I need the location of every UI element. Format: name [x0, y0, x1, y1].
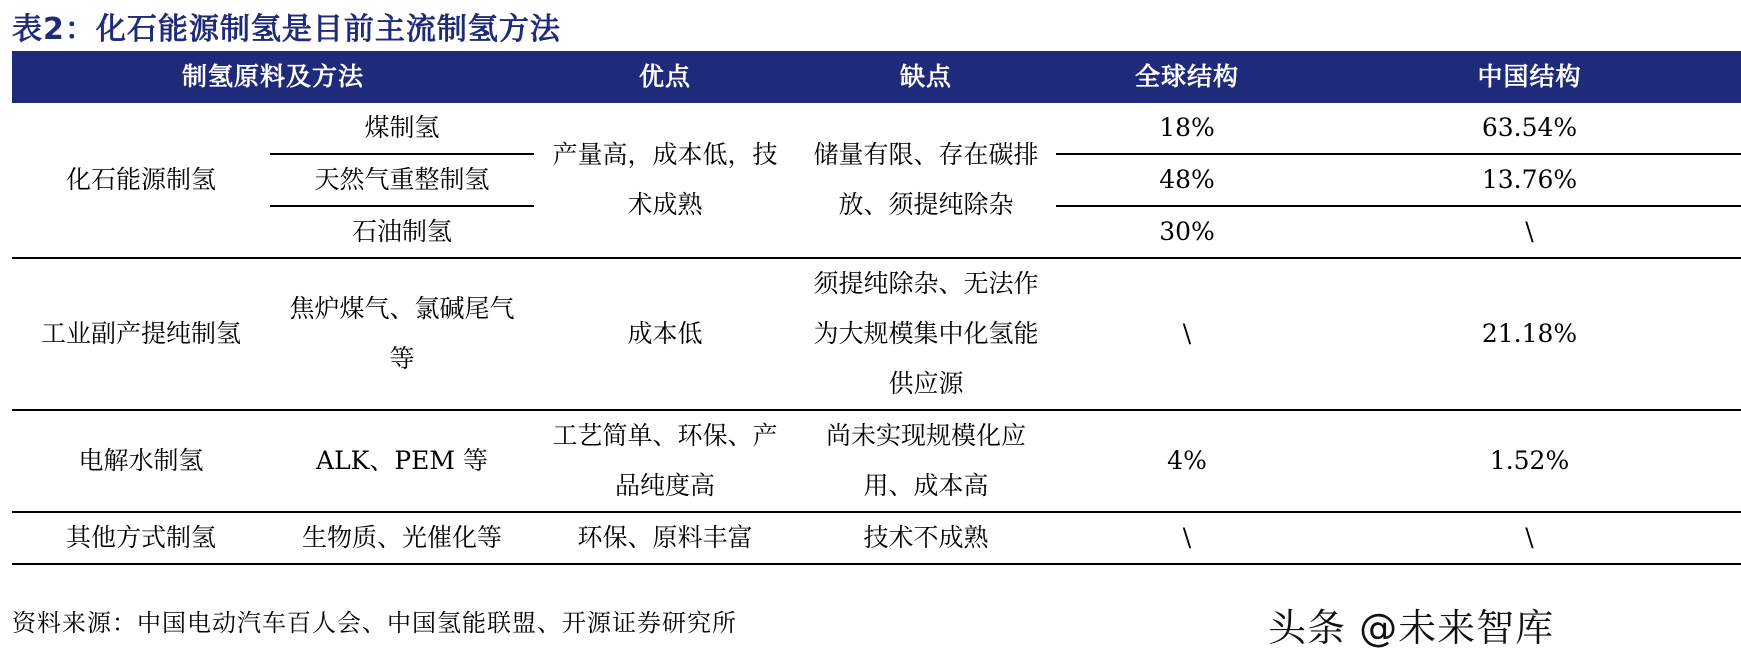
industrial-source-text: 焦炉煤气、氯碱尾气等 — [289, 294, 515, 373]
fossil-gas-china: 13.76% — [1318, 154, 1741, 206]
table-title: 表2：化石能源制氢是目前主流制氢方法 — [12, 12, 561, 47]
fossil-item-gas: 天然气重整制氢 — [270, 154, 534, 206]
industrial-china: 21.18% — [1318, 258, 1741, 410]
header-china: 中国结构 — [1318, 51, 1741, 103]
header-method: 制氢原料及方法 — [12, 51, 534, 103]
industrial-cons-text: 须提纯除杂、无法作为大规模集中化氢能供应源 — [813, 269, 1039, 398]
fossil-coal-global: 18% — [1159, 113, 1215, 142]
table-row — [12, 258, 1741, 410]
fossil-pros-text: 产量高，成本低，技术成熟 — [552, 140, 778, 219]
fossil-oil-global: 30% — [1056, 206, 1318, 258]
industrial-category: 工业副产提纯制氢 — [12, 258, 270, 410]
other-source: 生物质、光催化等 — [270, 512, 534, 564]
fossil-pros — [534, 103, 796, 258]
fossil-oil-china: \ — [1318, 206, 1741, 258]
electrolysis-source: ALK、PEM 等 — [270, 410, 534, 512]
header-cons: 缺点 — [796, 51, 1056, 103]
other-china: \ — [1318, 512, 1741, 564]
electrolysis-cons — [796, 410, 1056, 512]
other-global: \ — [1056, 512, 1318, 564]
source-note: 资料来源：中国电动汽车百人会、中国氢能联盟、开源证券研究所 — [12, 609, 737, 637]
electrolysis-global: 4% — [1056, 410, 1318, 512]
fossil-item-coal: 煤制氢 — [364, 113, 440, 142]
table-row — [12, 103, 1741, 154]
header-pros: 优点 — [534, 51, 796, 103]
electrolysis-pros — [534, 410, 796, 512]
table-row — [12, 410, 1741, 512]
electrolysis-cons-text: 尚未实现规模化应用、成本高 — [826, 421, 1027, 500]
fossil-item-oil: 石油制氢 — [270, 206, 534, 258]
electrolysis-china: 1.52% — [1318, 410, 1741, 512]
header-row — [12, 51, 1741, 103]
electrolysis-category: 电解水制氢 — [12, 410, 270, 512]
electrolysis-pros-text: 工艺简单、环保、产品纯度高 — [552, 421, 778, 500]
other-category: 其他方式制氢 — [12, 512, 270, 564]
other-pros: 环保、原料丰富 — [534, 512, 796, 564]
industrial-pros: 成本低 — [534, 258, 796, 410]
watermark: 头条 @未来智库 — [1268, 606, 1555, 650]
table-row — [12, 512, 1741, 564]
other-cons: 技术不成熟 — [796, 512, 1056, 564]
fossil-category: 化石能源制氢 — [65, 165, 216, 194]
hydrogen-methods-table — [12, 51, 1741, 565]
industrial-cons — [796, 258, 1056, 410]
industrial-source — [270, 258, 534, 410]
fossil-cons — [796, 103, 1056, 258]
header-global: 全球结构 — [1056, 51, 1318, 103]
fossil-cons-text: 储量有限、存在碳排放、须提纯除杂 — [813, 140, 1039, 219]
fossil-coal-china: 63.54% — [1481, 113, 1578, 142]
industrial-global: \ — [1056, 258, 1318, 410]
fossil-gas-global: 48% — [1056, 154, 1318, 206]
